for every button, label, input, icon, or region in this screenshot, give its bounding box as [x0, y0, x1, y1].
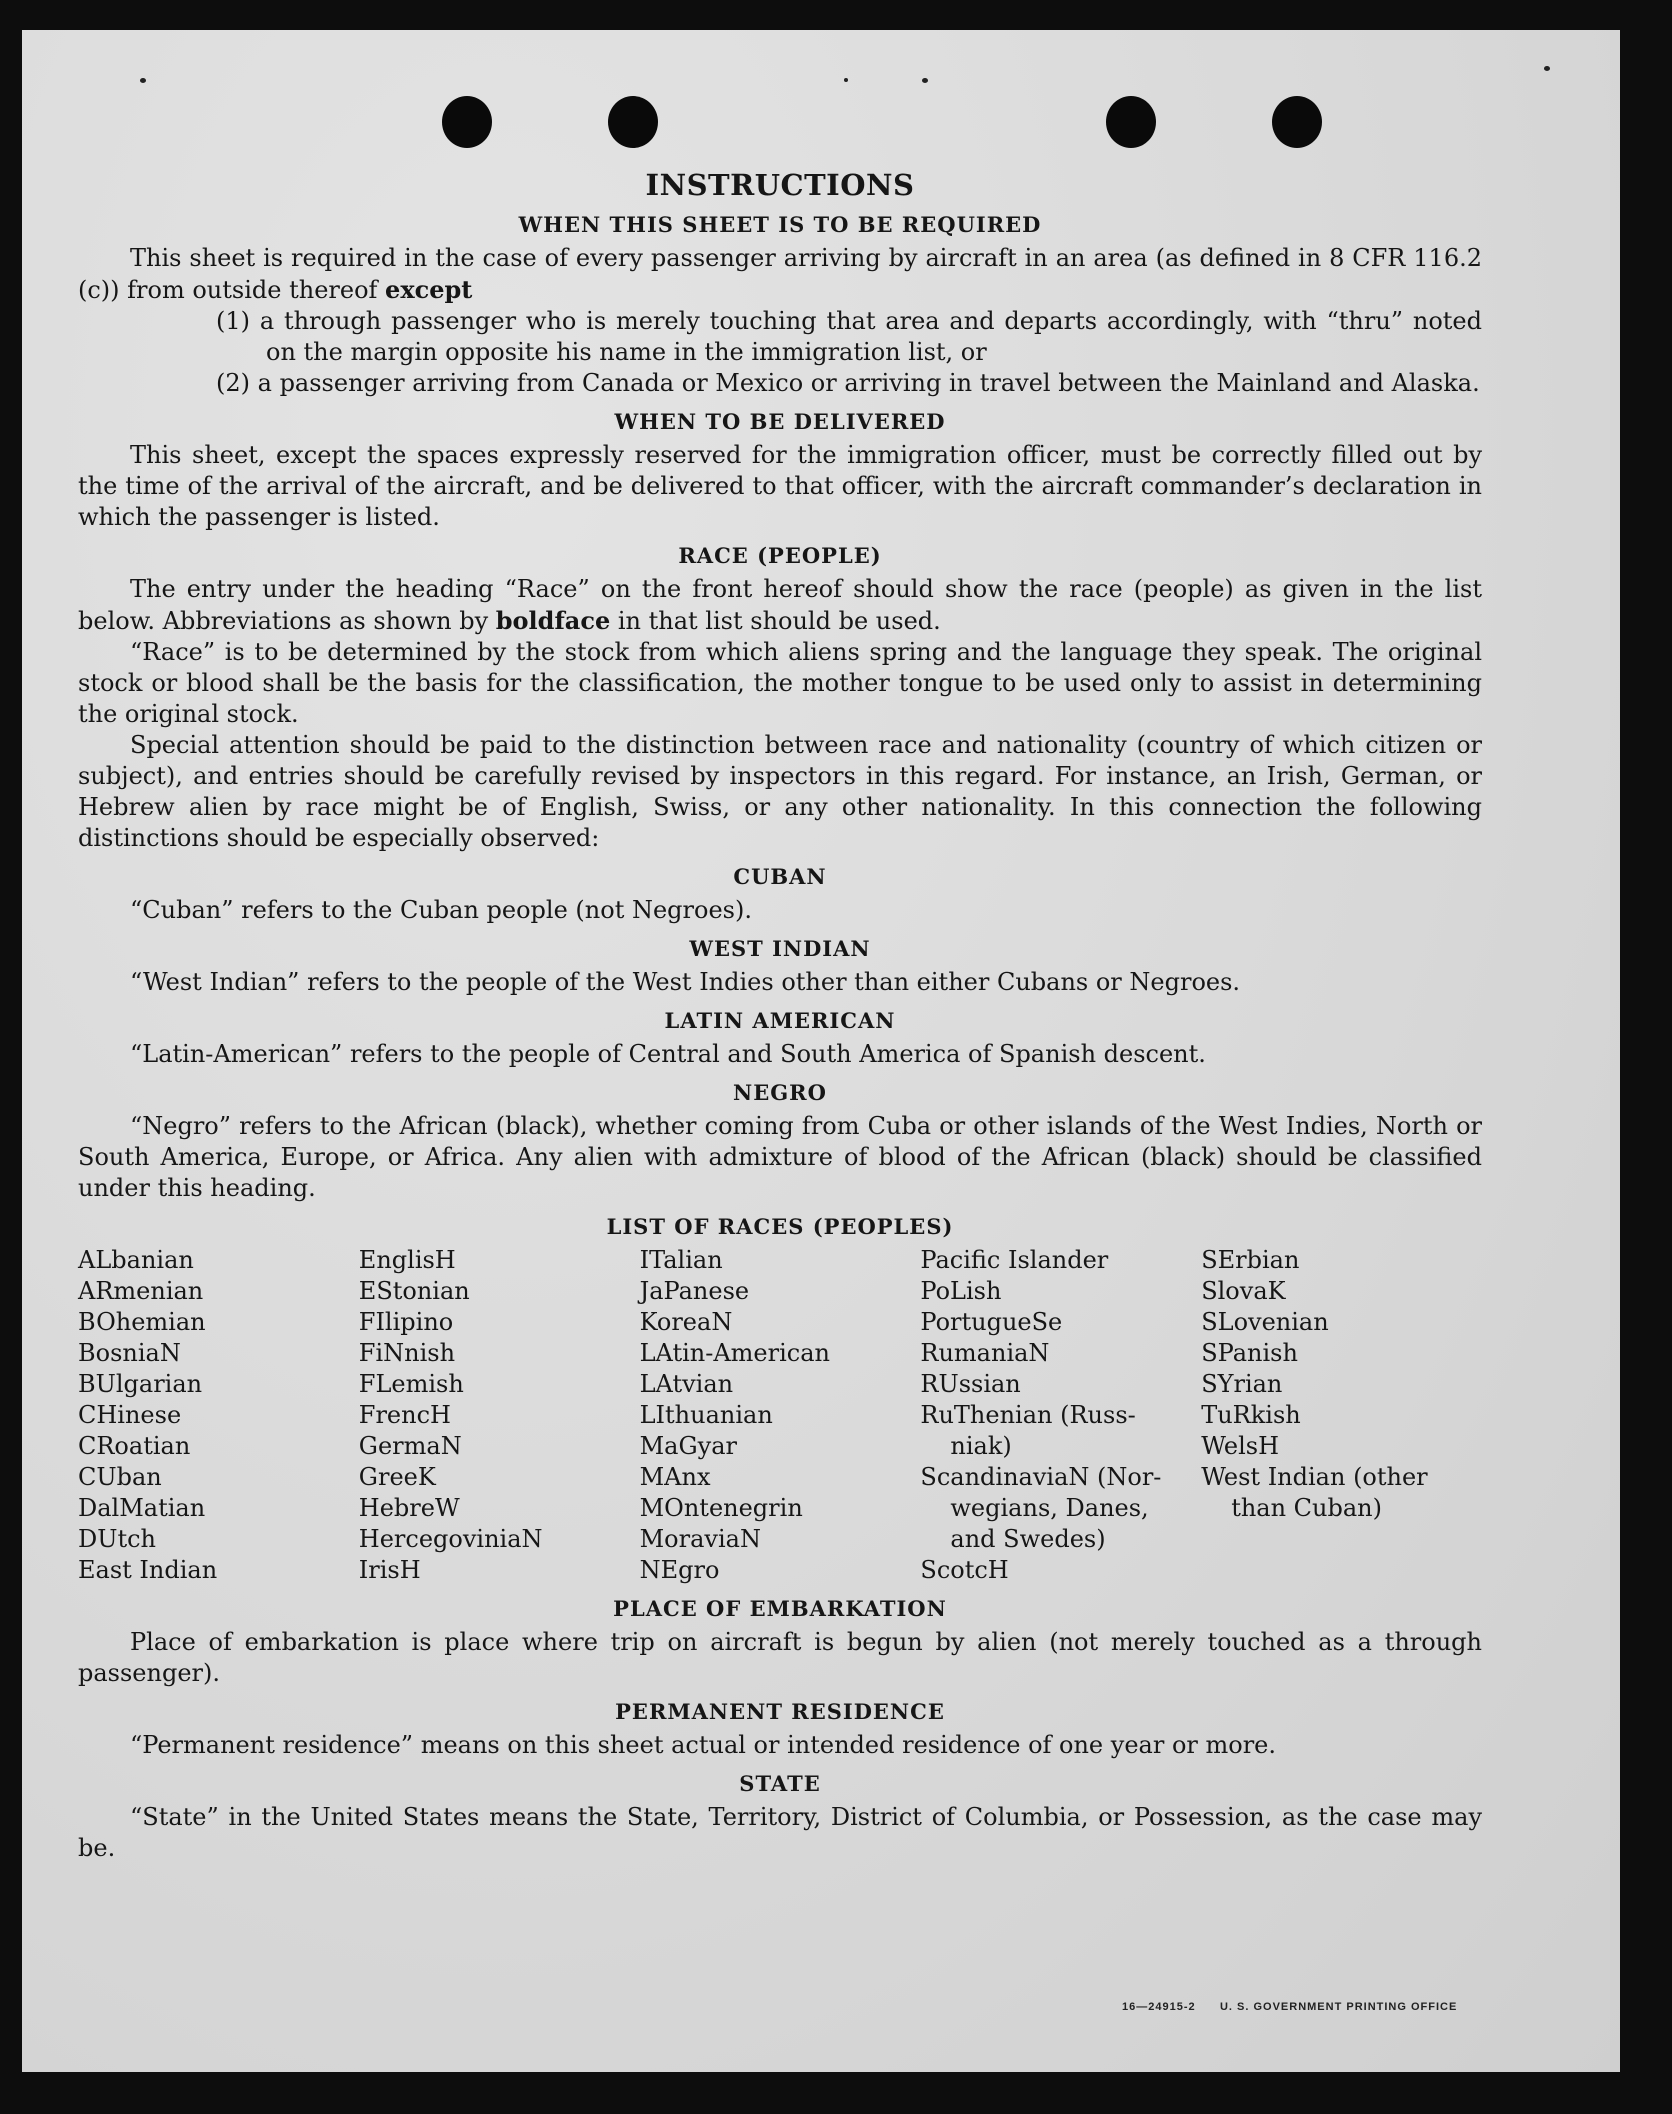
delivered-text: This sheet, except the spaces expressly reserved for the immigration officer, must be correctly filled out by the time of the arrival of the aircraft, and be delivered to that officer, with the aircraft commander’s declaration in which the passenger is listed. [78, 441, 1482, 531]
race-entry: HebreW [358, 1494, 460, 1522]
race-entry: GreeK [358, 1463, 436, 1491]
race-entry-continuation: than Cuban) [1231, 1494, 1382, 1522]
state-text: “State” in the United States means the State, Territory, District of Columbia, or Possession, as the case may be. [78, 1803, 1482, 1862]
ink-speck [140, 78, 146, 83]
cuban-text: “Cuban” refers to the Cuban people (not Negroes). [130, 896, 752, 924]
race-entry: NEgro [639, 1556, 720, 1584]
race-paragraph-1: The entry under the heading “Race” on the front hereof should show the race (people) as given in the list below. Abbreviations as shown by boldface in that list should be used. [78, 575, 1482, 635]
punch-hole [608, 96, 658, 148]
race-entry-continuation: wegians, Danes, [950, 1494, 1149, 1522]
race-entry: ITalian [639, 1246, 723, 1274]
race-entry: MAnx [639, 1463, 711, 1491]
punch-hole [1272, 96, 1322, 148]
west-indian-text: “West Indian” refers to the people of the West Indies other than either Cubans or Negroes. [130, 968, 1241, 996]
page-title: INSTRUCTIONS [645, 168, 915, 202]
race-entry: WelsH [1201, 1432, 1280, 1460]
punch-hole [442, 96, 492, 148]
heading-cuban: CUBAN [733, 864, 827, 889]
race-entry: MaGyar [639, 1432, 737, 1460]
race-entry: BUlgarian [78, 1370, 203, 1398]
race-paragraph-2: “Race” is to be determined by the stock from which aliens spring and the language they speak. The original stock or blood shall be the basis for the classification, the mother tongue to be used only to assist in determining the original stock. [78, 638, 1482, 728]
race-entry: CUban [78, 1463, 162, 1491]
heading-latin-american: LATIN AMERICAN [664, 1008, 896, 1033]
race-entry: West Indian (other [1201, 1463, 1428, 1491]
race-entry: GermaN [358, 1432, 462, 1460]
heading-state: STATE [739, 1771, 821, 1796]
race-entry: MOntenegrin [639, 1494, 803, 1522]
heading-list-of-races: LIST OF RACES (PEOPLES) [606, 1214, 954, 1239]
punch-hole [1106, 96, 1156, 148]
race-entry: ALbanian [78, 1246, 194, 1274]
heading-west-indian: WEST INDIAN [689, 936, 871, 961]
heading-delivered: WHEN TO BE DELIVERED [614, 409, 946, 434]
race-entry: SPanish [1201, 1339, 1298, 1367]
race-entry: SLovenian [1201, 1308, 1329, 1336]
residence-text: “Permanent residence” means on this sheet actual or intended residence of one year or more. [130, 1731, 1276, 1759]
race-column-5 [1201, 1245, 1482, 1586]
race-entry: Pacific Islander [920, 1246, 1109, 1274]
race-entry: BOhemian [78, 1308, 206, 1336]
race-entry: MoraviaN [639, 1525, 761, 1553]
race-entry: FiNnish [358, 1339, 456, 1367]
printer-imprint: U. S. GOVERNMENT PRINTING OFFICE [1219, 2001, 1458, 2013]
race-entry: JaPanese [639, 1277, 750, 1305]
race-column-2 [359, 1245, 640, 1586]
ink-speck [1544, 66, 1550, 71]
heading-embarkation: PLACE OF EMBARKATION [613, 1596, 947, 1621]
instructions-body [78, 168, 1482, 1864]
race-entry: FIlipino [358, 1308, 454, 1336]
race-entry: EnglisH [358, 1246, 456, 1274]
race-entry: SErbian [1201, 1246, 1300, 1274]
race-entry: East Indian [78, 1556, 218, 1584]
required-intro: This sheet is required in the case of every passenger arriving by aircraft in an area (as defined in 8 CFR 116.2 (c)) from outside thereof except [78, 244, 1482, 304]
race-entry: ScandinaviaN (Nor- [920, 1463, 1162, 1491]
race-entry: ScotcH [920, 1556, 1009, 1584]
race-list [78, 1245, 1482, 1586]
race-entry-continuation: niak) [950, 1432, 1012, 1460]
race-entry: IrisH [358, 1556, 421, 1584]
heading-race: RACE (PEOPLE) [678, 543, 882, 568]
race-column-4 [920, 1245, 1201, 1586]
race-entry: LIthuanian [639, 1401, 773, 1429]
race-entry: LAtvian [639, 1370, 734, 1398]
race-entry: TuRkish [1201, 1401, 1301, 1429]
print-footer [1122, 2001, 1457, 2013]
race-paragraph-3: Special attention should be paid to the distinction between race and nationality (country of which citizen or subject), and entries should be carefully revised by inspectors in this regard. For instance, an Irish, German, or Hebrew alien by race might be of English, Swiss, or any other nationality. In this connection the following distinctions should be especially observed: [78, 731, 1482, 852]
race-entry: EStonian [358, 1277, 470, 1305]
heading-required: WHEN THIS SHEET IS TO BE REQUIRED [518, 212, 1042, 237]
race-column-1 [78, 1245, 359, 1586]
exception-item-1: (1) a through passenger who is merely touching that area and departs accordingly, with “thru” noted on the margin opposite his name in the immigration list, or [216, 307, 1482, 366]
race-entry: LAtin-American [639, 1339, 830, 1367]
race-entry: KoreaN [639, 1308, 733, 1336]
latin-american-text: “Latin-American” refers to the people of Central and South America of Spanish descent. [130, 1040, 1206, 1068]
race-column-3 [640, 1245, 921, 1586]
heading-negro: NEGRO [733, 1080, 827, 1105]
race-entry: BosniaN [78, 1339, 181, 1367]
race-entry: CRoatian [78, 1432, 191, 1460]
race-entry: RUssian [920, 1370, 1021, 1398]
ink-speck [844, 78, 848, 82]
ink-speck [922, 78, 928, 83]
race-entry: PortugueSe [920, 1308, 1063, 1336]
form-number: 16—24915-2 [1122, 2001, 1196, 2013]
race-entry: ARmenian [78, 1277, 204, 1305]
race-entry: RuThenian (Russ- [920, 1401, 1136, 1429]
race-entry: FrencH [358, 1401, 451, 1429]
race-entry: CHinese [78, 1401, 182, 1429]
race-entry: DalMatian [78, 1494, 206, 1522]
race-entry: PoLish [920, 1277, 1002, 1305]
race-entry: SYrian [1201, 1370, 1283, 1398]
race-entry: RumaniaN [920, 1339, 1050, 1367]
race-entry: HercegoviniaN [358, 1525, 543, 1553]
race-entry: DUtch [78, 1525, 157, 1553]
race-entry: SlovaK [1201, 1277, 1286, 1305]
heading-permanent-residence: PERMANENT RESIDENCE [615, 1699, 945, 1724]
race-entry-continuation: and Swedes) [950, 1525, 1106, 1553]
exception-item-2: (2) a passenger arriving from Canada or Mexico or arriving in travel between the Mainland and Alaska. [216, 369, 1480, 397]
embarkation-text: Place of embarkation is place where trip on aircraft is begun by alien (not merely touched as a through passenger). [78, 1628, 1482, 1687]
race-entry: FLemish [358, 1370, 464, 1398]
negro-text: “Negro” refers to the African (black), whether coming from Cuba or other islands of the West Indies, North or South America, Europe, or Africa. Any alien with admixture of blood of the African (black) should be classified under this heading. [78, 1112, 1482, 1202]
